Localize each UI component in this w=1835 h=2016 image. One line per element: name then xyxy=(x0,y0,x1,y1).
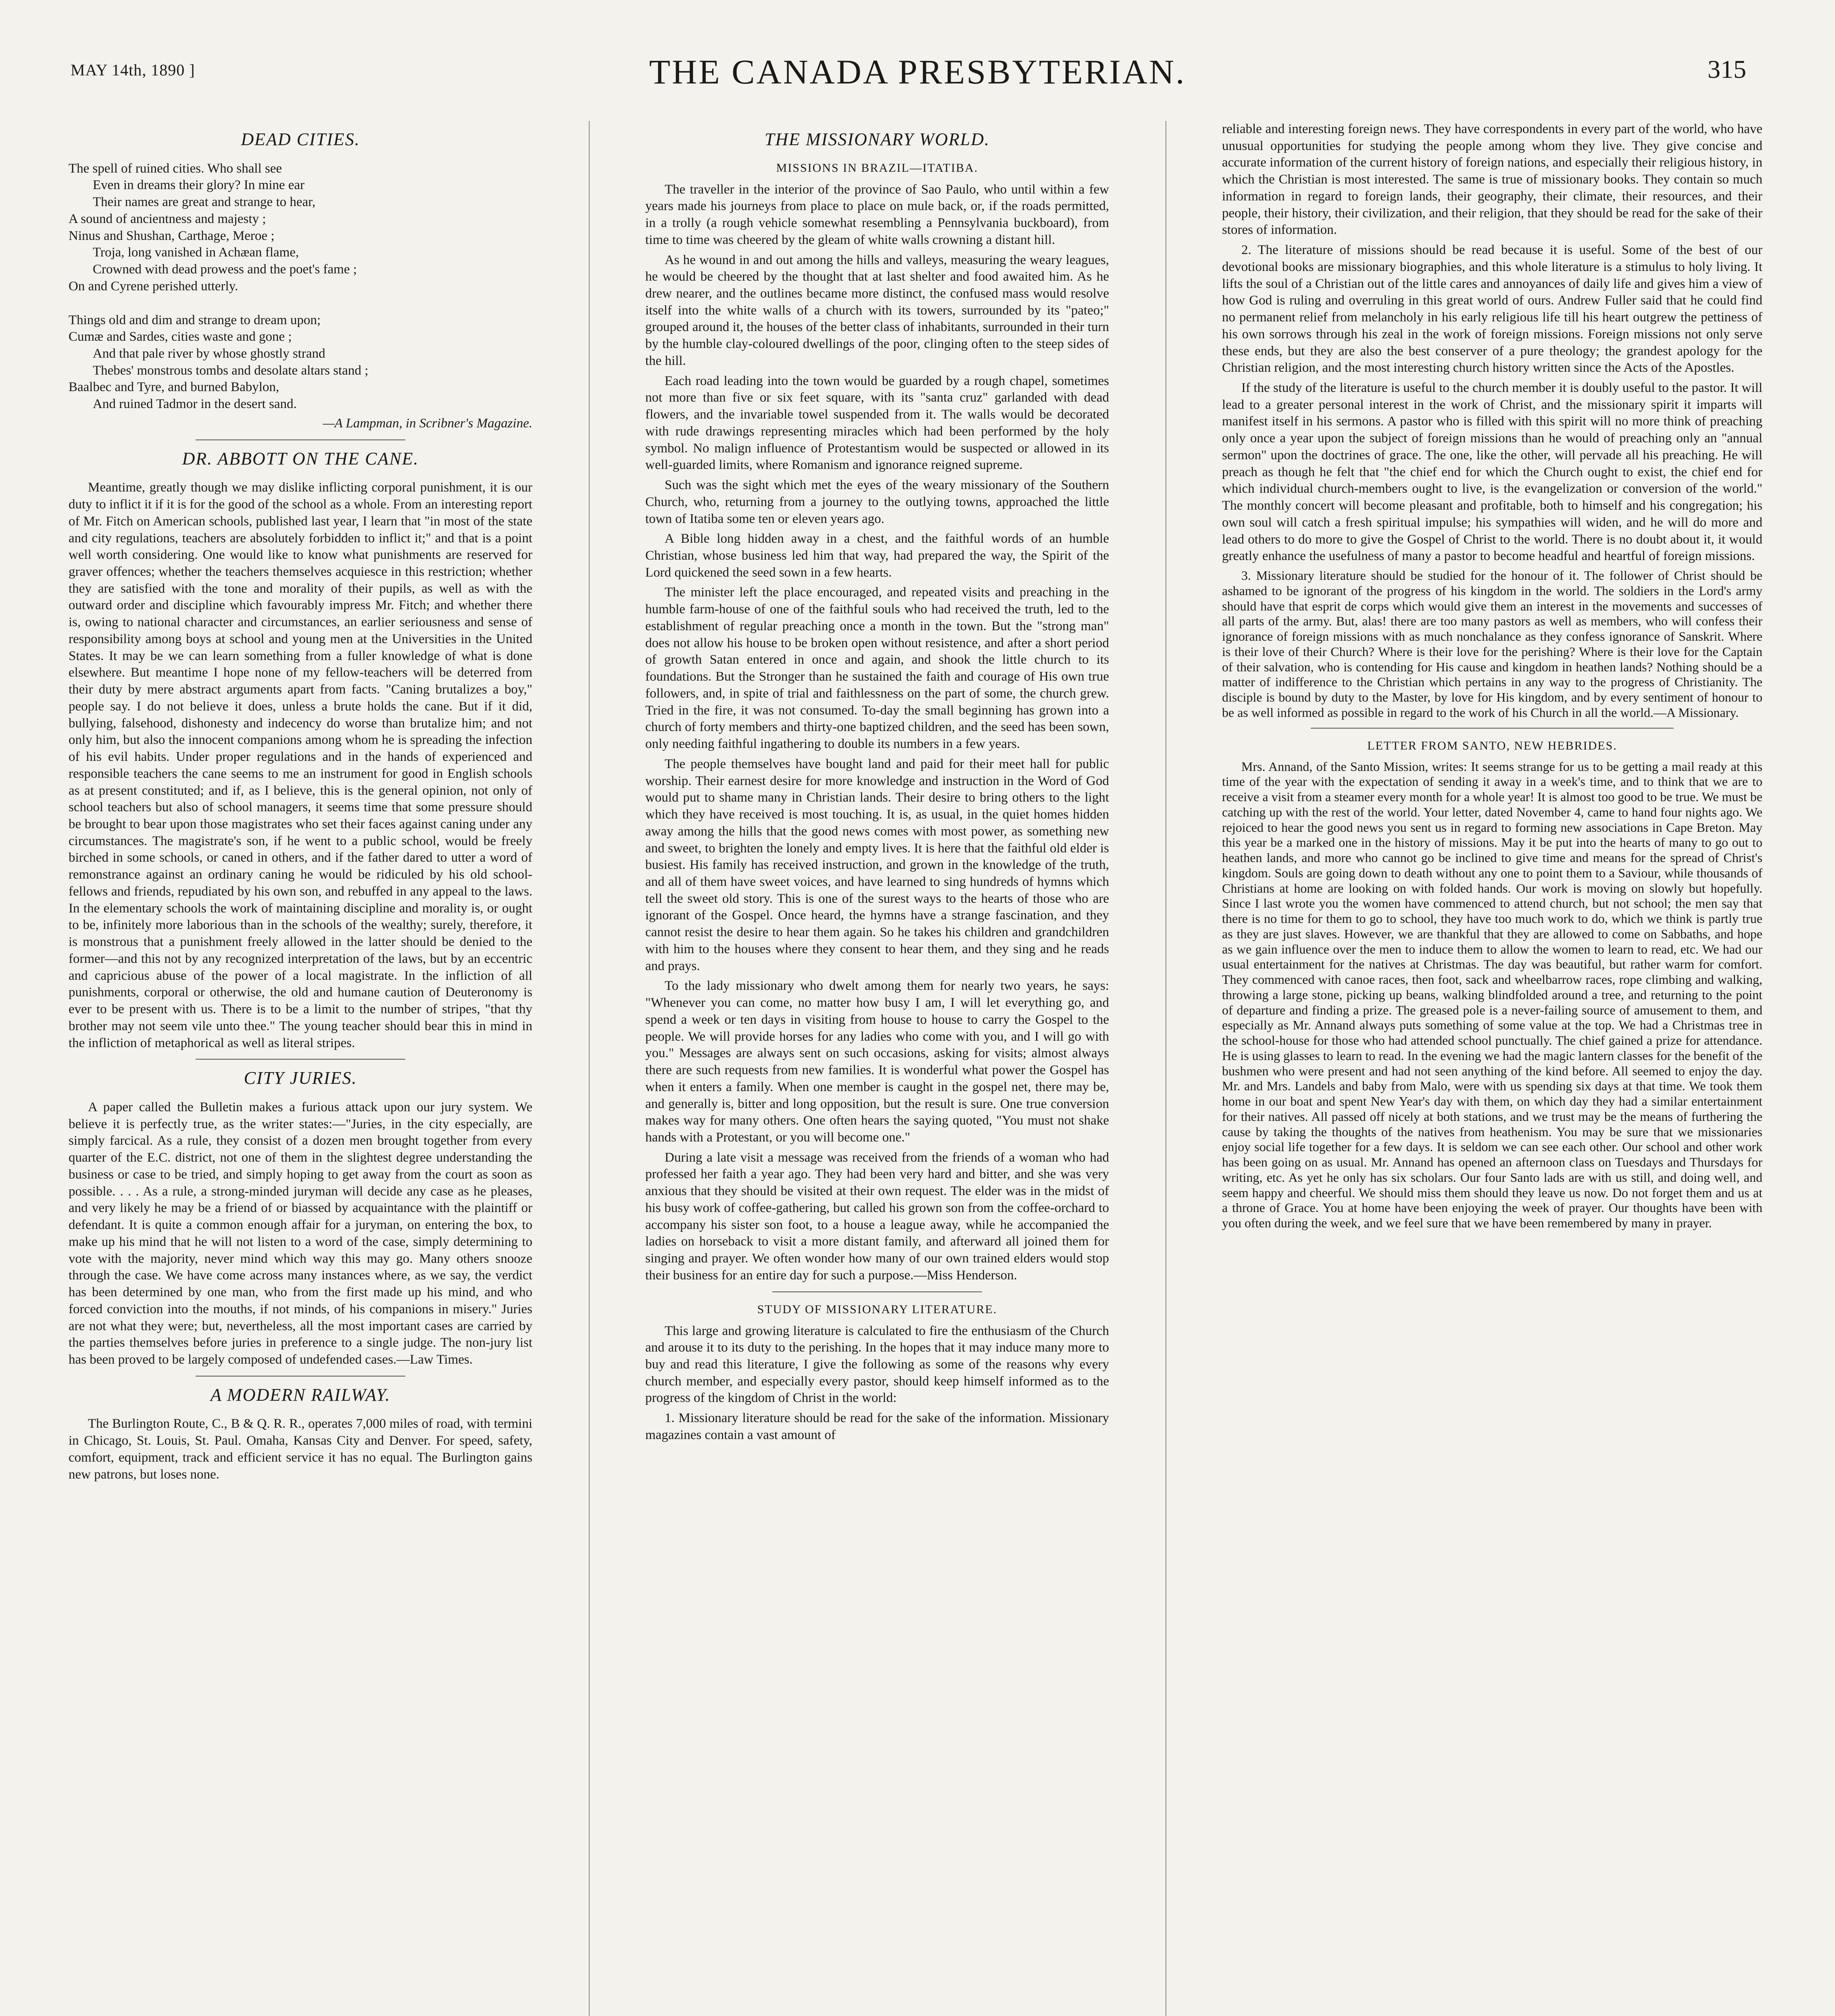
poem-line: Their names are great and strange to hear, xyxy=(93,195,316,210)
railway-title: A MODERN RAILWAY. xyxy=(210,1385,391,1405)
juries-title: CITY JURIES. xyxy=(244,1068,357,1088)
poem-line: Things old and dim and strange to dream upon; xyxy=(69,312,321,327)
poem-line: Crowned with dead prowess and the poet's fame ; xyxy=(93,262,357,277)
dead-cities-poem xyxy=(69,160,532,413)
poem-line: Troja, long vanished in Achæan flame, xyxy=(93,245,299,260)
newspaper-title: THE CANADA PRESBYTERIAN. xyxy=(649,52,1186,91)
missionary-world-title: THE MISSIONARY WORLD. xyxy=(764,129,990,149)
section-divider xyxy=(196,1059,405,1060)
brazil-paragraph: As he wound in and out among the hills and valleys, measuring the weary leagues, he would be cheered by the thought that at last shelter and food awaited him. As he drew nearer, and the outlines became more distinct, the confused mass would resolve itself into the white walls of a church with its towers, surrounded by its "pateo;" grouped around it, the houses of the better class of inhabitants, surrounded in their turn by the humble clay-coloured dwellings of the poor, clinging often to the steep sides of the hill. xyxy=(645,252,1109,368)
literature-paragraph: 1. Missionary literature should be read for the sake of the information. Missionary magazines contain a vast amount of xyxy=(645,1411,1109,1442)
dead-cities-title: DEAD CITIES. xyxy=(241,129,360,149)
abbott-paragraph: Meantime, greatly though we may dislike inflicting corporal punishment, it is our duty to inflict it if it is for the good of the school as a whole. From an interesting report of Mr. Fitch on American schools, published last year, I learn that "in most of the state and city regulations, teachers are absolutely forbidden to inflict it;" and that is a point well worth considering. One would like to know what punishments are reserved for graver offences; whether the teachers themselves acquiesce in this restriction; whether they are satisfied with the tone and morality of their pupils, as well as with the outward order and discipline which favourably impress Mr. Fitch; and whether there is, owing to national character and circumstances, an earlier seriousness and sense of responsibility among boys at school and young men at the Universities in the United States. It may be we can learn something from a fuller knowledge of what is done elsewhere. But meantime I hope none of my fellow-teachers will be deterred from their duty by mere abstract arguments apart from facts. "Caning brutalizes a boy," people say. I do not believe it does, unless a brute holds the cane. But if it did, bullying, falsehood, dishonesty and indecency do worse than brutalize him; and not only him, but also the innocent companions among whom he is spreading the infection of his evil habits. Under proper regulations and in the hands of experienced and responsible teachers the cane seems to me an instrument for good in English schools as at present constituted; and if, as I believe, this is the general opinion, not only of school teachers but also of school managers, it seems time that some pressure should be brought to bear upon those magistrates who set their faces against caning under any circumstances. The magistrate's son, if he went to a public school, would be freely birched in some schools, or caned in others, and if the father dared to utter a word of remonstrance against an ordinary caning he would be ridiculed by his old school-fellows and friends, repudiated by his own son, and rebuffed in any appeal to the laws. In the elementary schools the work of maintaining discipline and morality is, or ought to be, infinitely more laborious than in the schools of the wealthy; surely, therefore, it is monstrous that a punishment freely allowed in the latter should be denied to the former—and this not by any recognized interpretation of the laws, but by an eccentric and capricious abuse of the power of a local magistrate. In the infliction of all punishments, corporal or otherwise, the old and humane caution of Deuteronomy is ever to be present with us. There is to be a limit to the number of stripes, "that thy brother may not seem vile unto thee." The young teacher should bear this in mind in the infliction of metaphorical as well as literal stripes. xyxy=(69,480,532,1050)
column-3 xyxy=(1222,121,1762,2016)
juries-paragraph: A paper called the Bulletin makes a furious attack upon our jury system. We believe it is perfectly true, as the writer states:—"Juries, in the city especially, are simply farcical. As a rule, they consist of a dozen men brought together from every quarter of the E.C. district, not one of them in the slightest degree understanding the business or case to be tried, and simply hoping to get away from the court as soon as possible. . . . As a rule, a strong-minded juryman will decide any case as he pleases, and very likely he may be a friend of or biassed by acquaintance with the plaintiff or defendant. It is quite a common enough affair for a juryman, on entering the box, to make up his mind that he will not listen to a word of the case, simply determining to vote with the majority, never mind which way this may go. Many others snooze through the case. We have come across many instances where, as we say, the verdict has been determined by one man, who from the first made up his mind, and who forced conviction into the mouths, if not minds, of his companions in misery." Juries are not what they were; but, nevertheless, all the most important cases are carried by the parties themselves before juries in preference to a single judge. The non-jury list has been proved to be largely composed of undefended cases.—Law Times. xyxy=(69,1100,532,1367)
literature-paragraph: This large and growing literature is calculated to fire the enthusiasm of the Church and arouse it to its duty to the perishing. In the hopes that it may induce many more to buy and read this literature, I give the following as some of the reasons why every church member, and especially every pastor, should keep himself informed as to the progress of the kingdom of Christ in the world: xyxy=(645,1323,1109,1406)
brazil-paragraph: A Bible long hidden away in a chest, and the faithful words of an humble Christian, whose business led him that way, had prepared the way, the Spirit of the Lord quickened the seed sown in a few hearts. xyxy=(645,531,1109,580)
page-number: 315 xyxy=(1708,55,1746,83)
poem-line: Baalbec and Tyre, and burned Babylon, xyxy=(69,380,279,395)
poem-line: The spell of ruined cities. Who shall see xyxy=(69,161,282,176)
literature-title: STUDY OF MISSIONARY LITERATURE. xyxy=(757,1302,997,1316)
brazil-paragraph: Such was the sight which met the eyes of the weary missionary of the Southern Church, who, returning from a journey to the outlying towns, approached the little town of Itatiba some ten or eleven years ago. xyxy=(645,478,1109,526)
brazil-paragraph: The minister left the place encouraged, and repeated visits and preaching in the humble farm-house of one of the faithful souls who had received the truth, led to the establishment of regular preaching once a month in the town. But the "strong man" does not allow his house to be broken open without resistence, and after a short period of growth Satan entered in once and again, and shook the little church to its foundations. But the Stronger than he sustained the faith and courage of His own true followers, and, in spite of trial and faithlessness on the part of some, the church grew. Tried in the fire, it was not consumed. To-day the small beginning has grown into a church of forty members and thirty-one baptized children, and the seed has been sown, only needing faithful ingathering to double its numbers in a few years. xyxy=(645,585,1109,752)
poem-line: Even in dreams their glory? In mine ear xyxy=(93,178,305,193)
column-2 xyxy=(645,121,1109,2016)
poem-line: Ninus and Shushan, Carthage, Meroe ; xyxy=(69,228,275,243)
brazil-paragraph: Each road leading into the town would be guarded by a rough chapel, sometimes not more than five or six feet square, with its "santa cruz" garlanded with dead flowers, and the invariable towel suspended from it. The walls would be decorated with rude drawings representing miracles which had been performed by the holy symbol. No malign influence of Protestantism would be suspected or allowed in its well-guarded limits, where Romanism and ignorance reigned supreme. xyxy=(645,373,1109,473)
brazil-paragraph: To the lady missionary who dwelt among them for nearly two years, he says: "Whenever you can come, no matter how busy I am, I will let everything go, and spend a week or ten days in visiting from house to house to carry the Gospel to the people. We will provide horses for any ladies who come with you, and I will go with you." Messages are always sent on such occasions, asking for visits; almost always there are such requests from new families. It is wonderful what power the Gospel has when it enters a family. When one member is caught in the gospel net, there may be, and generally is, bitter and long opposition, but the result is sure. One true conversion makes way for many others. One often hears the saying quoted, "You must not shake hands with a Protestant, or you will become one." xyxy=(645,979,1109,1145)
poem-line: A sound of ancientness and majesty ; xyxy=(69,211,266,226)
poem-line: And that pale river by whose ghostly strand xyxy=(93,346,325,361)
railway-paragraph: The Burlington Route, C., B & Q. R. R., operates 7,000 miles of road, with termini in Chicago, St. Louis, St. Paul. Omaha, Kansas City and Denver. For speed, safety, comfort, equipment, track and efficient service it has no equal. The Burlington gains new patrons, but loses none. xyxy=(69,1416,532,1482)
column-rule-1 xyxy=(589,121,590,2016)
brazil-paragraph: The traveller in the interior of the province of Sao Paulo, who until within a few years made his journeys from place to place on mule back, or, if the roads permitted, in a trolly (a rough vehicle somewhat resembling a Pennsylvania buckboard), from time to time was cheered by the gleam of white walls crowning a distant hill. xyxy=(645,182,1109,247)
abbott-title: DR. ABBOTT ON THE CANE. xyxy=(182,448,419,469)
brazil-paragraph: The people themselves have bought land and paid for their meet hall for public worship. Their earnest desire for more knowledge and instruction in the Word of God would put to shame many in Christian lands. Their desire to bring others to the light which they have received is most touching. It is, as usual, in the quiet homes hidden away among the hills that the good news comes with most power, as something new and sweet, to brighten the lonely and empty lives. It is here that the faithful old elder is busiest. His family has received instruction, and grown in the knowledge of the truth, and all of them have sweet voices, and have learned to sing hundreds of hymns which tell the sweet old story. This is one of the surest ways to the hearts of those who are ignorant of the Gospel. Once heard, the hymns have a strange fascination, and they cannot resist the desire to hear them again. So he takes his children and grandchildren with him to the houses where they consent to hear them, and they sing and he reads and prays. xyxy=(645,756,1109,973)
literature-paragraph: reliable and interesting foreign news. They have correspondents in every part of the world, who have unusual opportunities for studying the people among whom they live. They give concise and accurate information of the current history of foreign nations, and especially their religious history, in which the Christian is most interested. The same is true of missionary books. They contain so much information in regard to foreign lands, their geography, their climate, their resources, and their people, their history, their civilization, and their religion, that they should be read for the sake of their stores of information. xyxy=(1222,122,1762,237)
literature-paragraph: 3. Missionary literature should be studied for the honour of it. The follower of Christ should be ashamed to be ignorant of the progress of his kingdom in the world. The soldiers in the Lord's army should have that esprit de corps which would give them an interest in the movements and successes of all parts of the army. But, alas! there are too many pastors as well as members, who will confess their ignorance of foreign missions with as much nonchalance as they confess ignorance of Sanskrit. Where is their love of their Church? Where is their love for the perishing? Where is their love for the Captain of their salvation, who is contending for His cause and kingdom in heathen lands? Nothing should be a matter of indifference to the Christian which pertains in any way to the progress of Christianity. The disciple is bound by duty to the Master, by love for His kingdom, and by every sentiment of honour to be as well informed as possible in regard to the work of his Church in all the world.—A Missionary. xyxy=(1222,568,1762,720)
brazil-paragraph: During a late visit a message was received from the friends of a woman who had professed her faith a year ago. They had been very hard and bitter, and she was very anxious that they should be visited at their own request. The elder was in the midst of his busy work of coffee-gathering, but called his grown son from the coffee-orchard to accompany his sister son foot, to a house a league away, while he accompanied the ladies on horseback to visit a more distant family, and afterward all joined them for singing and prayer. We often wonder how many of our own trained elders would stop their business for an entire day for such a purpose.—Miss Henderson. xyxy=(645,1150,1109,1283)
poem-line: Cumæ and Sardes, cities waste and gone ; xyxy=(69,329,292,344)
poem-line: On and Cyrene perished utterly. xyxy=(69,279,238,294)
santo-paragraph: Mrs. Annand, of the Santo Mission, writes: It seems strange for us to be getting a mail ready at this time of the year with the expectation of sending it away in a week's time, and to think that we are to receive a visit from a steamer every month for a whole year! It is almost too good to be true. We must be catching up with the rest of the world. Your letter, dated November 4, came to hand four nights ago. We rejoiced to hear the good news you sent us in regard to forming new associations in Cape Breton. May this year be a marked one in the history of missions. May it be put into the hearts of many to go out to heathen lands, and more who cannot go be inclined to give time and means for the spread of Christ's kingdom. Souls are going down to death without any one to point them to a Saviour, while thousands of Christians at home are looking on with folded hands. Our work is moving on slowly but hopefully. Since I last wrote you the women have commenced to attend church, but not school; the men say that there is no time for them to go to school, they have too much work to do, which we think is partly true as they are just slaves. However, we are thankful that they are allowed to come on Sabbaths, and hope as we gain influence over the men to induce them to allow the women to learn to read, etc. We had our usual entertainment for the natives at Christmas. The day was beautiful, but rather warm for comfort. They commenced with canoe races, then foot, sack and wheelbarrow races, rope climbing and walking, throwing a large stone, picking up beans, walking blindfolded around a tree, and returning to the point of departure and finding a prize. The greased pole is a never-failing source of amusement to them, and especially as Mr. Annand always puts something of some value at the top. We had a Christmas tree in the school-house for those who had attended school punctually. The chief gained a prize for attendance. He is using glasses to learn to read. In the evening we had the magic lantern classes for the benefit of the bushmen who were present and had not seen anything of the kind before. All seemed to enjoy the day. Mr. and Mrs. Landels and baby from Malo, were with us spending six days at that time. We took them home in our boat and spent New Year's day with them, on which day they had a similar entertainment for their natives. All passed off nicely at both stations, and we trust may be the means of furthering the cause by taking the thoughts of the natives from heathenism. You may be sure that we missionaries enjoy social life together for a few days. It is seldom we can see each other. Our school and other work has been going on as usual. Mr. Annand has opened an afternoon class on Tuesdays and Thursdays for writing, etc. As yet he only has six scholars. Our four Santo lads are with us still, and doing well, and seem happy and cheerful. We should miss them should they leave us now. Do not forget them and us at a throne of Grace. You at home have been enjoying the week of prayer. Our thoughts have been with you often during the week, and we feel sure that we have been remembered by many in prayer. xyxy=(1222,759,1762,1231)
literature-paragraph: If the study of the literature is useful to the church member it is doubly useful to the pastor. It will lead to a greater personal interest in the work of Christ, and the missionary spirit it imparts will manifest itself in his sermons. A pastor who is filled with this spirit will no more think of preaching only once a year upon the subject of foreign missions than he would of preaching only an "annual sermon" upon the doctrines of grace. The one, like the other, will pervade all his preaching. He will preach as though he felt that "the chief end for which the Church ought to exist, the chief end for which individual church-members ought to live, is the evangelization or conversion of the world." The monthly concert will become pleasant and profitable, both to himself and his congregation; his own soul will catch a fresh spiritual impulse; his sympathies will widen, and he will do more and lead others to do more to give the Gospel of Christ to the world. There is no doubt about it, it would greatly enhance the usefulness of many a pastor to become headful and heartful of foreign missions. xyxy=(1222,381,1762,564)
literature-paragraph: 2. The literature of missions should be read because it is useful. Some of the best of our devotional books are missionary biographies, and this whole literature is a stimulus to holy living. It lifts the soul of a Christian out of the little cares and annoyances of daily life and gives him a view of how God is ruling and overruling in this great world of ours. Andrew Fuller said that he could find no permanent relief from melancholy in his early religious life till his heart outgrew the pettiness of his own sorrows through his zeal in the work of foreign missions. Foreign missions not only serve these ends, but they are also the best conserver of a pure theology; the grandest apology for the Christian religion, and the most interesting church history written since the Acts of the Apostles. xyxy=(1222,243,1762,375)
poem-attribution: —A Lampman, in Scribner's Magazine. xyxy=(323,416,532,431)
issue-date: MAY 14th, 1890 ] xyxy=(71,61,195,79)
brazil-title: MISSIONS IN BRAZIL—ITATIBA. xyxy=(776,161,978,175)
section-divider xyxy=(196,1376,405,1377)
section-divider xyxy=(772,1291,982,1292)
santo-title: LETTER FROM SANTO, NEW HEBRIDES. xyxy=(1367,739,1617,752)
column-1 xyxy=(69,121,532,2016)
poem-line: And ruined Tadmor in the desert sand. xyxy=(93,397,297,412)
poem-line: Thebes' monstrous tombs and desolate altars stand ; xyxy=(93,363,369,378)
section-divider xyxy=(1311,728,1674,729)
section-divider xyxy=(196,439,405,440)
